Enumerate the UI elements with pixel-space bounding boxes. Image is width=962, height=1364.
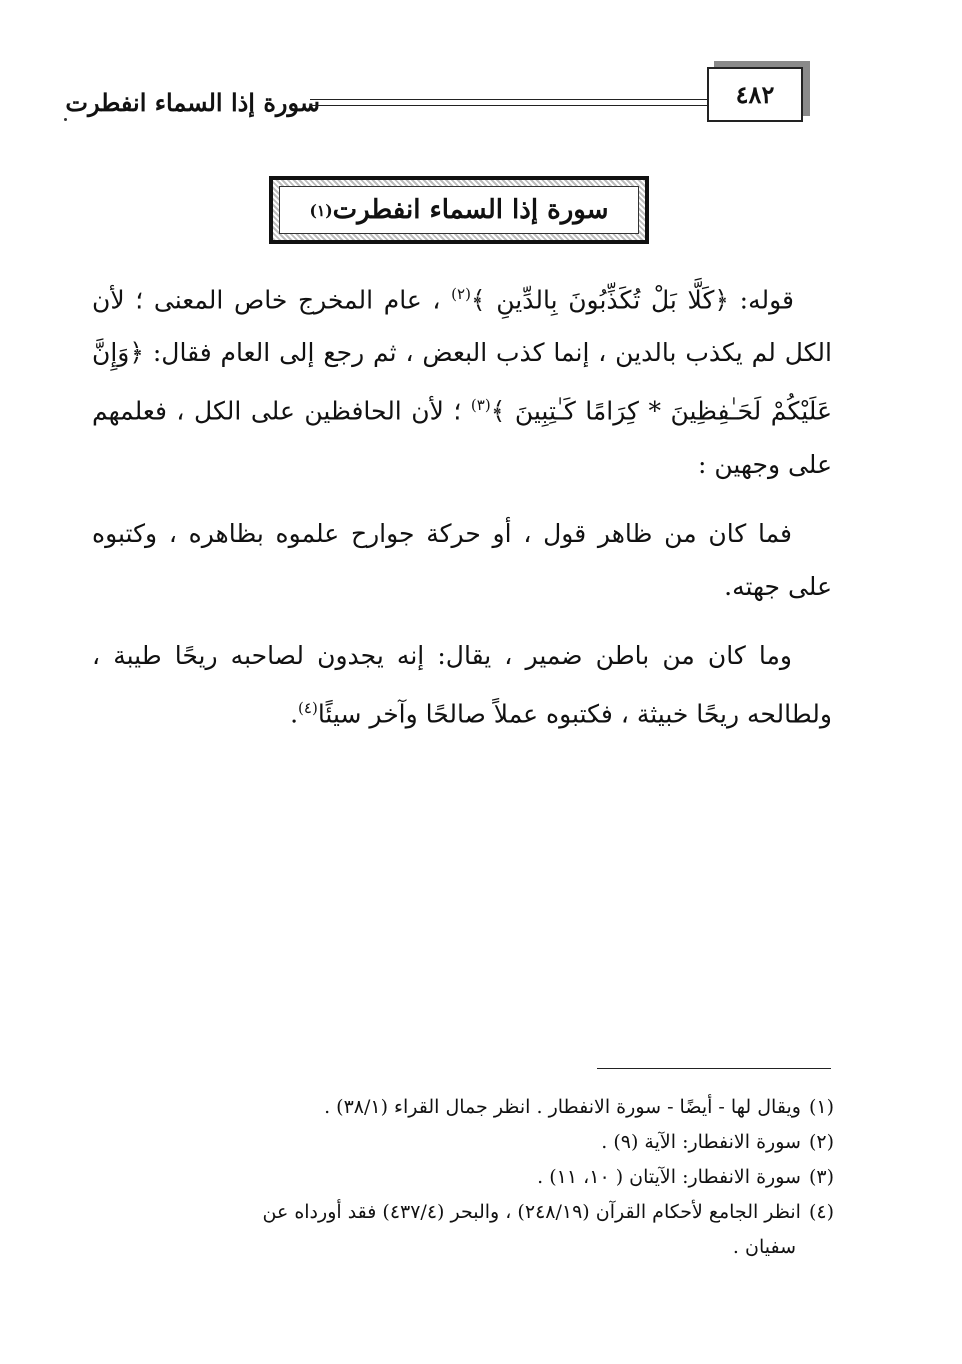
page-number-box: [707, 67, 803, 122]
header-rule: [310, 99, 707, 106]
paragraph-2: فما كان من ظاهر قول ، أو حركة جوارح علموه بظاهره ، وكتبوه على جهته.: [92, 518, 832, 601]
footnote-text: انظر الجامع لأحكام القرآن (٢٤٨/١٩) ، والبحر (٤٣٧/٤) فقد أورداه عن: [262, 1201, 801, 1223]
footnote-number: (١): [808, 1096, 834, 1118]
footnote-text: سورة الانفطار: الآية (٩) .: [601, 1131, 801, 1153]
paragraph-3-part-a: وما كان من باطن ضمير ، يقال: إنه يجدون لصاحبه ريحًا طيبة ، ولطالحه ريحًا خبيثة ، فكتبوه عملاً صالحًا وآخر سيئًا: [92, 640, 832, 728]
paragraph-1-part-c: ؛ لأن الحافظين على الكل ، فعلمهم على وجهين :: [92, 396, 832, 479]
margin-dot: [64, 118, 67, 121]
footnote-ref-2: (٢): [451, 285, 471, 303]
footnote-ref-3: (٣): [470, 396, 491, 415]
footnote-1: [96, 1090, 834, 1125]
chapter-title: [279, 186, 639, 234]
footnote-number: (٢): [808, 1131, 834, 1153]
paragraph-3-part-b: .: [290, 698, 299, 728]
footnote-number: (٤): [808, 1201, 834, 1223]
chapter-title-text: سورة إذا السماء انفطرت: [332, 195, 609, 225]
footnote-4-continuation: سفيان .: [732, 1236, 796, 1258]
footnote-4: [96, 1195, 834, 1230]
footnote-text: ويقال لها - أيضًا - سورة الانفطار . انظر جمال القراء (٣٨/١) .: [324, 1096, 801, 1118]
footnote-separator: [597, 1068, 831, 1069]
page-number: ٤٨٢: [735, 80, 775, 109]
footnote-ref-4: (٤): [298, 698, 318, 717]
footnotes: [96, 1090, 834, 1265]
paragraph-3: [92, 629, 832, 740]
footnote-2: [96, 1125, 834, 1160]
footnote-number: (٣): [808, 1166, 834, 1188]
running-title: سورة إذا السماء انفطرت: [65, 88, 320, 117]
paragraph-1-part-b: ، عام المخرج خاص المعنى ؛ لأن الكل لم يكذب بالدين ، إنما كذب البعض ، ثم رجع إلى العام فقال: ﴿وَإِنَّ عَلَيْكُمْ لَحَـٰفِظِينَ * كِرَامًا كَـٰتِبِينَ ﴾: [92, 285, 832, 426]
footnote-text: سورة الانفطار: الآيتان ( ١٠، ١١) .: [537, 1166, 801, 1188]
chapter-title-frame: [269, 176, 649, 244]
paragraph-1-part-a: قوله: ﴿كَلَّا بَلْ تُكَذِّبُونَ بِالدِّينِ ﴾: [470, 285, 794, 315]
paragraph-1: [92, 268, 832, 491]
body-text: [92, 268, 832, 756]
chapter-footnote-ref: (١): [309, 200, 333, 220]
footnote-3: [96, 1160, 834, 1195]
